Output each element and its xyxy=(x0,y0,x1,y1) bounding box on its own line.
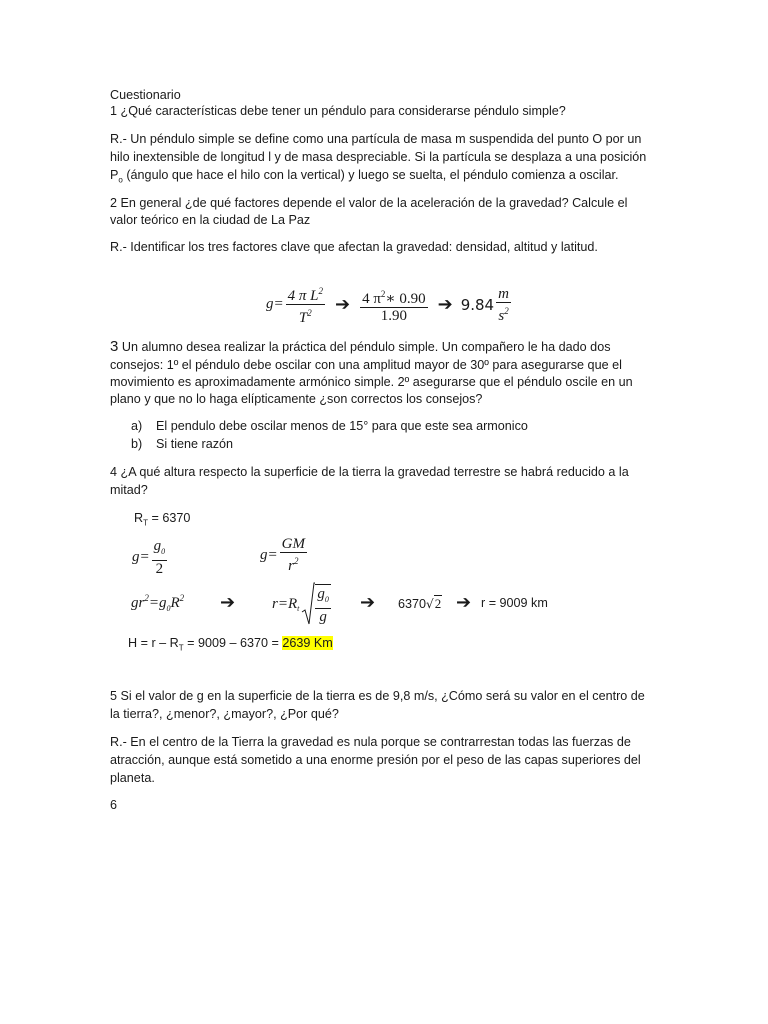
arrow-icon: ➔ xyxy=(220,592,236,613)
gr-r: R xyxy=(170,595,180,611)
earth-radius-subscript: T xyxy=(143,518,148,528)
g0-numerator: g xyxy=(153,538,162,554)
fraction-g0-2 xyxy=(152,538,168,577)
earth-radius-value: = 6370 xyxy=(148,511,191,525)
question-2-line-2: valor teórico en la ciudad de La Paz xyxy=(110,213,311,227)
newton-lhs: g= xyxy=(260,546,278,563)
height-result-line xyxy=(128,635,333,657)
sqrt-value: 2 xyxy=(434,596,442,611)
answer-5-line-3: planeta. xyxy=(110,771,155,785)
list-marker: a) xyxy=(131,419,143,433)
question-5-line-2: la tierra?, ¿menor?, ¿mayor?, ¿Por qué? xyxy=(110,707,339,721)
answer-1-line-3 xyxy=(110,167,619,189)
half-gravity-lhs: g= xyxy=(132,549,150,565)
gr-g-subscript: 0 xyxy=(166,604,171,613)
unit-numerator: m xyxy=(498,285,509,302)
sqrt-denominator: g xyxy=(319,608,327,625)
frac2-numerator-exponent: 2 xyxy=(380,288,386,299)
answer-2: R.- Identificar los tres factores clave que afectan la gravedad: densidad, altitud y latitud. xyxy=(110,240,598,254)
gr-equals-g: =g xyxy=(148,595,167,611)
question-3-line-1-text: Un alumno desea realizar la práctica del péndulo simple. Un compañero le ha dado dos xyxy=(121,340,611,354)
sqrt-numerator-subscript: 0 xyxy=(324,594,329,604)
sqrt-numerator: g xyxy=(317,585,325,602)
radius-value: 6370 xyxy=(398,597,427,611)
gr2-formula xyxy=(131,593,184,613)
question-6: 6 xyxy=(110,798,118,812)
question-3-line-4: plano y que no lo haga elípticamente ¿son correctos los consejos? xyxy=(110,392,483,406)
gm-numerator: GM xyxy=(281,536,305,552)
height-middle: = 9009 – 6370 = xyxy=(183,636,283,650)
g0-denominator: 2 xyxy=(155,561,164,577)
frac2-numerator-rest: ∗ 0.90 xyxy=(385,290,426,307)
answer-1-line-1: R.- Un péndulo simple se define como una partícula de masa m suspendida del punto O por un xyxy=(110,132,642,146)
radius-result: r = 9009 km xyxy=(481,596,548,610)
unit-denominator-exponent: 2 xyxy=(504,305,509,316)
frac2-numerator: 4 π xyxy=(362,290,381,307)
height-subscript: T xyxy=(178,643,184,653)
arrow-icon: ➔ xyxy=(360,592,376,613)
point-p-subscript: o xyxy=(118,175,123,185)
frac1-numerator-exponent: 2 xyxy=(318,286,323,296)
frac1-denominator: T xyxy=(298,310,308,326)
frac2-denominator: 1.90 xyxy=(380,307,407,324)
arrow-icon: ➔ xyxy=(456,592,472,613)
height-highlighted-answer: 2639 Km xyxy=(282,636,333,650)
radius-lhs: r=R xyxy=(272,595,298,612)
list-item xyxy=(131,419,528,433)
question-3-line-3: movimiento es aproximadamente armónico simple. 2º asegurarse que el péndulo oscile en un xyxy=(110,375,633,389)
gravity-unit xyxy=(496,286,511,324)
radius-formula xyxy=(272,582,333,626)
list-item xyxy=(131,437,233,451)
r-denominator: r xyxy=(288,558,294,574)
question-4-line-1: 4 ¿A qué altura respecto la superficie de la tierra la gravedad terrestre se habrá reducido a la xyxy=(110,465,629,479)
point-p: P xyxy=(110,168,119,182)
fraction-gm-r2 xyxy=(280,536,307,574)
fraction-g0-g xyxy=(315,584,331,625)
gravity-formula-lhs: g= xyxy=(266,296,284,312)
arrow-icon: ➔ xyxy=(334,294,351,315)
answer-1-line-2: hilo inextensible de longitud l y de masa despreciable. Si la partícula se desplaza a una posición xyxy=(110,150,647,164)
sqrt-icon xyxy=(301,582,315,626)
gr-r-exponent: 2 xyxy=(179,593,185,603)
gravity-formula xyxy=(266,283,513,326)
question-3-line-2: consejos: 1º el péndulo debe oscilar con una amplitud mayor de 30º para asegurarse que el xyxy=(110,358,622,372)
newton-gravity-formula xyxy=(260,536,309,574)
radius-substitution xyxy=(398,596,442,612)
g0-subscript: 0 xyxy=(161,547,166,556)
document-title: Cuestionario xyxy=(110,88,181,102)
gravity-result-value: 9.84 xyxy=(460,295,495,314)
fraction-substitution xyxy=(360,286,428,324)
frac1-numerator: 4 π L xyxy=(287,288,319,304)
unit-denominator: s xyxy=(498,307,505,324)
list-text: El pendulo debe oscilar menos de 15° para que este sea armonico xyxy=(156,419,528,433)
gr-lhs: gr xyxy=(131,595,145,611)
list-marker: b) xyxy=(131,437,143,451)
fraction-4pil2-t2 xyxy=(286,283,325,326)
radius-subscript: t xyxy=(297,603,300,613)
earth-radius xyxy=(134,510,190,532)
answer-5-line-2: atracción, aunque está sometido a una enorme presión por el peso de las capas superiores del xyxy=(110,753,641,767)
arrow-icon: ➔ xyxy=(437,294,453,315)
earth-radius-symbol: R xyxy=(134,511,144,525)
half-gravity-formula xyxy=(132,538,169,577)
answer-5-line-1: R.- En el centro de la Tierra la gravedad es nula porque se contrarrestan todas las fuerzas de xyxy=(110,735,631,749)
question-1: 1 ¿Qué características debe tener un péndulo para considerarse péndulo simple? xyxy=(110,104,566,118)
height-prefix: H = r – R xyxy=(128,636,179,650)
question-4-line-2: mitad? xyxy=(110,483,148,497)
frac1-denominator-exponent: 2 xyxy=(307,308,312,318)
question-3-line-1 xyxy=(110,338,611,356)
answer-1-line-3-text: (ángulo que hace el hilo con la vertical) y luego se suelta, el péndulo comienza a oscilar. xyxy=(126,168,619,182)
gr-exponent: 2 xyxy=(144,593,149,603)
sqrt-symbol-icon: √ xyxy=(426,597,434,611)
question-2-line-1: 2 En general ¿de qué factores depende el valor de la aceleración de la gravedad? Calcule el xyxy=(110,196,628,210)
r-denominator-exponent: 2 xyxy=(293,556,299,566)
question-5-line-1: 5 Si el valor de g en la superficie de la tierra es de 9,8 m/s, ¿Cómo será su valor en el centro de xyxy=(110,689,645,703)
list-text: Si tiene razón xyxy=(156,437,234,451)
question-3-number: 3 xyxy=(110,338,119,355)
